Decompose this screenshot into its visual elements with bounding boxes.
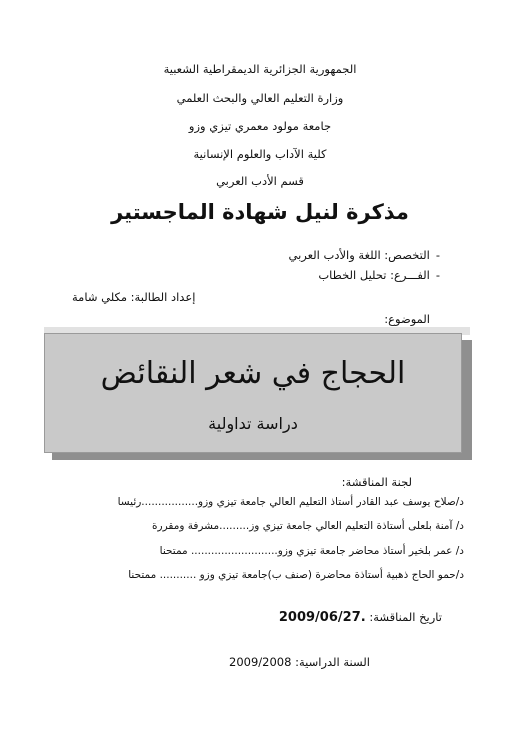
committee-member-2: د/ آمنة بلعلى أستاذة التعليم العالي جامعة تيزي وز.........مشرفة ومقررة xyxy=(152,520,464,532)
header-department: قسم الأدب العربي xyxy=(216,174,304,188)
branch-line xyxy=(318,268,440,282)
header-faculty: كلية الآداب والعلوم الإنسانية xyxy=(193,147,327,161)
header-university: جامعة مولود معمري تيزي وزو xyxy=(188,119,332,133)
committee-member-3: د/ عمر بلخير أستاذ محاضر جامعة تيزي وزو.......................... ممتحنا xyxy=(159,545,464,557)
academic-year-label: السنة الدراسية: xyxy=(295,655,370,669)
defense-date-value: 2009/06/27. xyxy=(278,610,366,625)
bullet-dash: - xyxy=(435,248,440,262)
academic-year-value: 2009/2008 xyxy=(229,655,292,669)
header-ministry: وزارة التعليم العالي والبحث العلمي xyxy=(176,91,344,105)
specialty-text: التخصص: اللغة والأدب العربي xyxy=(288,248,430,262)
defense-date-label: تاريخ المناقشة: xyxy=(369,610,442,624)
prepared-by: إعداد الطالبة: مكلي شامة xyxy=(72,290,196,304)
defense-date-line xyxy=(279,610,442,625)
committee-member-4: د/حمو الحاج ذهبية أستاذة محاضرة (صنف ب)جامعة تيزي وزو ........... ممتحنا xyxy=(128,569,464,581)
subject-box xyxy=(44,333,462,453)
committee-member-1: د/صلاح يوسف عبد القادر أستاذ التعليم العالي جامعة تيزي وزو.................رئيسا xyxy=(117,496,464,508)
committee-heading: لجنة المناقشة: xyxy=(341,475,412,489)
branch-text: الفـــرع: تحليل الخطاب xyxy=(318,268,430,282)
subject-subtitle: دراسة تداولية xyxy=(208,414,298,433)
subject-label: الموضوع: xyxy=(384,312,430,326)
thesis-title: مذكرة لنيل شهادة الماجستير xyxy=(111,200,409,224)
bullet-dash: - xyxy=(435,268,440,282)
academic-year-line xyxy=(229,655,370,669)
specialty-line xyxy=(288,248,440,262)
subject-title: الحجاج في شعر النقائض xyxy=(100,356,406,391)
header-republic: الجمهورية الجزائرية الديمقراطية الشعبية xyxy=(163,62,357,76)
